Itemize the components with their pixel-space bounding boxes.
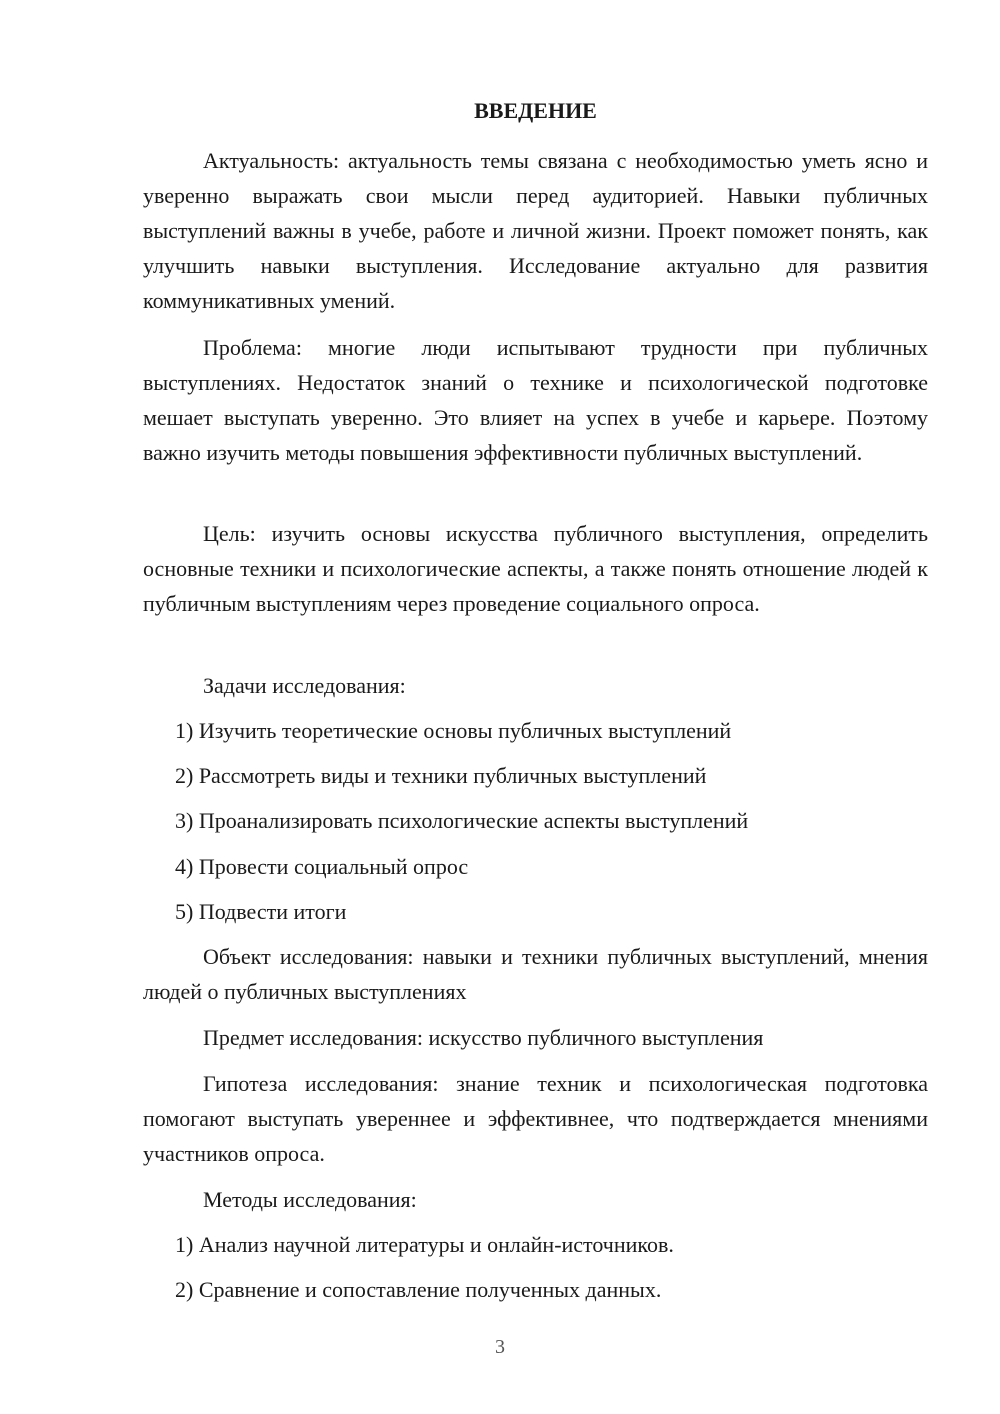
- problem-paragraph: Проблема: многие люди испытывают трудности при публичных выступлениях. Недостаток знаний о технике и психологической подготовке мешает выступать уверенно. Это влияет на успех в учебе и карьере. Поэтому важно изучить методы повышения эффективности публичных выступлений.: [143, 335, 928, 465]
- relevance-paragraph: Актуальность: актуальность темы связана с необходимостью уметь ясно и уверенно выражать свои мысли перед аудиторией. Навыки публичных выступлений важны в учебе, работе и личной жизни. Проект поможет понять, как улучшить навыки выступления. Исследование актуально для развития коммуникативных умений.: [143, 148, 928, 313]
- methods-heading: Методы исследования:: [203, 1187, 417, 1212]
- page-title: ВВЕДЕНИЕ: [474, 98, 597, 123]
- tasks-heading: Задачи исследования:: [203, 673, 406, 698]
- task-item-4: 4) Провести социальный опрос: [175, 854, 469, 879]
- task-item-2: 2) Рассмотреть виды и техники публичных выступлений: [175, 763, 707, 788]
- object-paragraph: Объект исследования: навыки и техники публичных выступлений, мнения людей о публичных выступлениях: [143, 944, 928, 1004]
- task-item-5: 5) Подвести итоги: [175, 899, 347, 924]
- subject-paragraph: Предмет исследования: искусство публичного выступления: [203, 1025, 764, 1050]
- task-item-1: 1) Изучить теоретические основы публичных выступлений: [175, 718, 732, 743]
- goal-paragraph: Цель: изучить основы искусства публичного выступления, определить основные техники и психологические аспекты, а также понять отношение людей к публичным выступлениям через проведение социального опроса.: [143, 521, 928, 616]
- method-item-2: 2) Сравнение и сопоставление полученных данных.: [175, 1277, 662, 1302]
- method-item-1: 1) Анализ научной литературы и онлайн-источников.: [175, 1232, 674, 1257]
- page-number: 3: [495, 1336, 505, 1358]
- task-item-3: 3) Проанализировать психологические аспекты выступлений: [175, 808, 749, 833]
- hypothesis-paragraph: Гипотеза исследования: знание техник и психологическая подготовка помогают выступать увереннее и эффективнее, что подтверждается мнениями участников опроса.: [143, 1071, 928, 1166]
